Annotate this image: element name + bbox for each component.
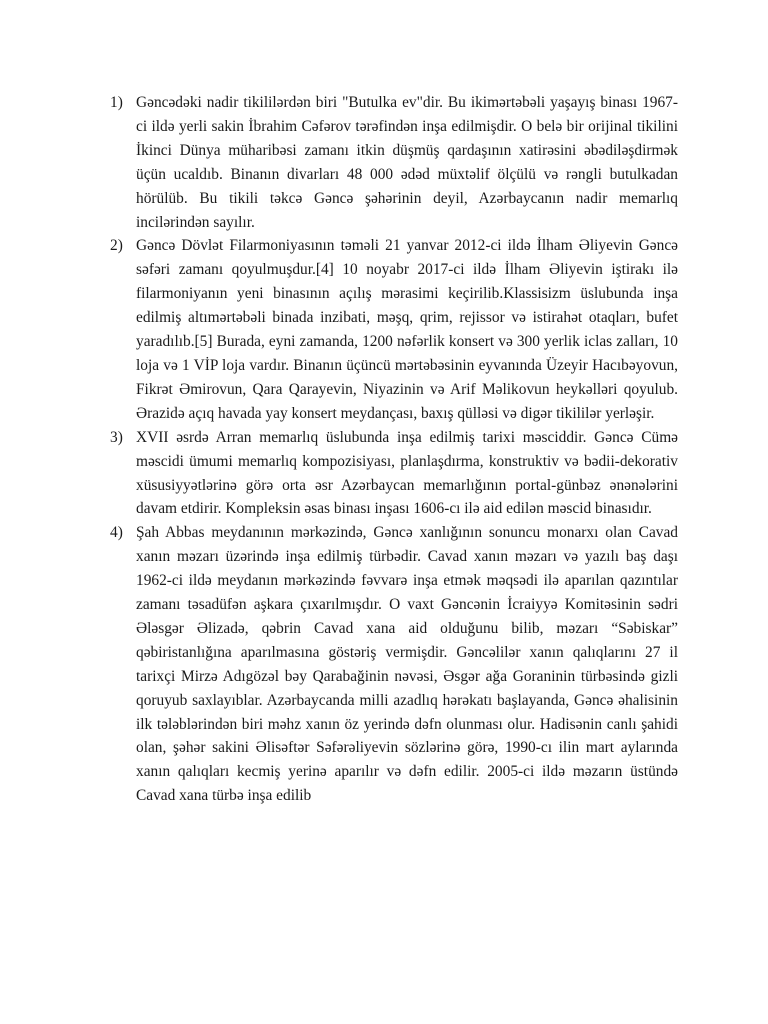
list-item-text: Şah Abbas meydanının mərkəzində, Gəncə xanlığının sonuncu monarxı olan Cavad xanın məzarı üzərində inşa edilmiş türbədir. Cavad xanın məzarı və yazılı baş daşı 1962-ci ildə meydanın mərkəzində fəvvarə inşa etmək məqsədi ilə aparılan qazıntılar zamanı təsadüfən aşkara çıxarılmışdır. O vaxt Gəncənin İcraiyyə Komitəsinin sədri Ələsgər Əlizadə, qəbrin Cavad xana aid olduğunu bilib, məzarı “Səbiskar” qəbiristanlığına aparılmasına göstəriş vermişdir. Gəncəlilər xanın qalıqlarını 27 il tarixçi Mirzə Adıgözəl bəy Qarabağinin nəvəsi, Əsgər ağa Goraninin türbəsində gizli qoruyub saxlayıblar. Azərbaycanda milli azadlıq hərəkatı başlayanda, Gəncə əhalisinin ilk tələblərindən biri məhz xanın öz yerində dəfn olunması olur. Hadisənin canlı şahidi olan, şəhər sakini Əlisəftər Səfərəliyevin sözlərinə görə, 1990-cı ilin mart aylarında xanın qalıqları kecmiş yerinə aparılır və dəfn edilir. 2005-ci ildə məzarın üstündə Cavad xana türbə inşa edilib	[136, 524, 678, 805]
list-item	[110, 521, 678, 808]
list-item-number: 1)	[110, 94, 123, 111]
list-item	[110, 426, 678, 522]
numbered-list	[110, 91, 678, 808]
list-item-number: 2)	[110, 237, 123, 255]
list-item-number: 3)	[110, 428, 123, 446]
list-item-number: 4)	[110, 524, 123, 542]
list-item-text: Gəncədəki nadir tikililərdən biri "Butulka ev"dir. Bu ikimərtəbəli yaşayış binası 1967-ci ildə yerli sakin İbrahim Cəfərov tərəfindən inşa edilmişdir. O belə bir orijinal tikilini İkinci Dünya müharibəsi zamanı itkin düşmüş qardaşının xatirəsini əbədiləşdirmək üçün ucaldıb. Binanın divarları 48 000 ədəd müxtəlif ölçülü və rəngli butulkadan hörülüb. Bu tikili təkcə Gəncə şəhərinin deyil, Azərbaycanın nadir memarlıq incilərindən sayılır.	[136, 94, 678, 231]
list-item	[110, 234, 678, 425]
list-item	[110, 91, 678, 234]
list-item-text: XVII əsrdə Arran memarlıq üslubunda inşa edilmiş tarixi məsciddir. Gəncə Cümə məscidi ümumi memarlıq kompozisiyası, planlaşdırma, konstruktiv və bədii-dekorativ xüsusiyyətlərinə görə orta əsr Azərbaycan memarlığının portal-günbəz ənənələrini davam etdirir. Kompleksin əsas binası inşası 1606-cı ilə aid edilən məscid binasıdır.	[136, 428, 678, 518]
list-item-text: Gəncə Dövlət Filarmoniyasının təməli 21 yanvar 2012-ci ildə İlham Əliyevin Gəncə səfəri zamanı qoyulmuşdur.[4] 10 noyabr 2017-ci ildə İlham Əliyevin iştirakı ilə filarmoniyanın yeni binasının açılış mərasimi keçirilib.Klassisizm üslubunda inşa edilmiş altımərtəbəli binada inzibati, məşq, qrim, rejissor və istirahət otaqları, bufet yaradılıb.[5] Burada, eyni zamanda, 1200 nəfərlik konsert və 300 yerlik iclas zalları, 10 loja və 1 VİP loja vardır. Binanın üçüncü mərtəbəsinin eyvanında Üzeyir Hacıbəyovun, Fikrət Əmirovun, Qara Qarayevin, Niyazinin və Arif Məlikovun heykəlləri qoyulub. Ərazidə açıq havada yay konsert meydançası, baxış qülləsi və digər tikililər yerləşir.	[136, 237, 678, 422]
